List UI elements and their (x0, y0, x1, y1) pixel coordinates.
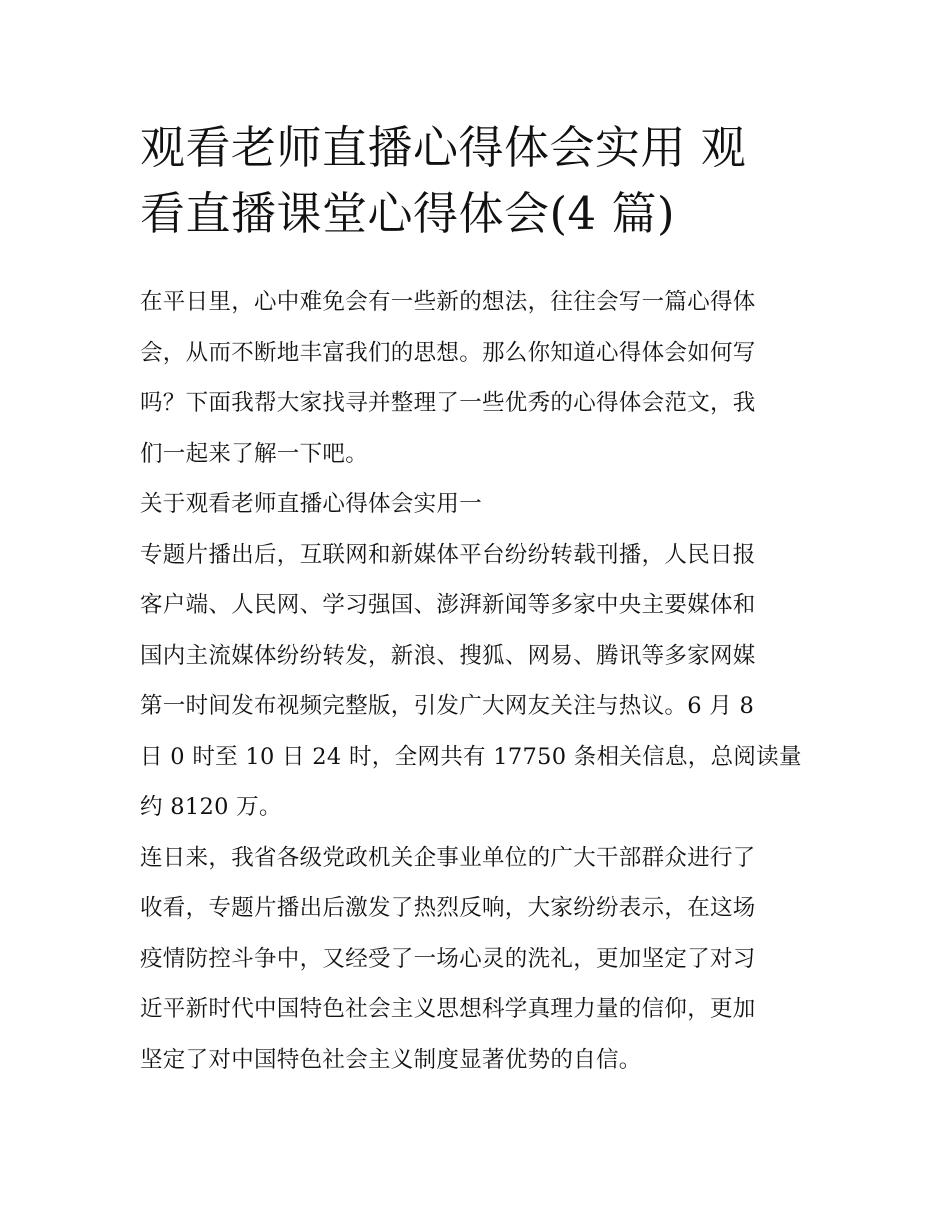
text-line: 近平新时代中国特色社会主义思想科学真理力量的信仰，更加 (140, 996, 756, 1022)
section-heading-text: 关于观看老师直播心得体会实用一 (140, 491, 483, 517)
text-line: 们一起来了解一下吧。 (140, 440, 369, 467)
text-line: 约 8120 万。 (140, 794, 282, 820)
title-line: 看直播课堂心得体会(4 篇) (140, 187, 676, 240)
text-line: 在平日里，心中难免会有一些新的想法，往往会写一篇心得体 (140, 289, 756, 315)
text-line: 日 0 时至 10 日 24 时，全网共有 17750 条相关信息，总阅读量 (140, 743, 802, 770)
text-line: 会，从而不断地丰富我们的思想。那么你知道心得体会如何写 (140, 339, 756, 366)
text-line: 专题片播出后，互联网和新媒体平台纷纷转载刊播，人民日报 (140, 541, 756, 568)
title-line: 观看老师直播心得体会实用 观 (140, 121, 747, 174)
body-paragraph-1 (140, 530, 812, 833)
body-paragraph-2 (140, 833, 812, 1086)
intro-paragraph (140, 277, 812, 479)
text-line: 国内主流媒体纷纷转发，新浪、搜狐、网易、腾讯等多家网媒 (140, 642, 756, 669)
text-line: 吗？下面我帮大家找寻并整理了一些优秀的心得体会范文，我 (140, 390, 756, 416)
text-line: 客户端、人民网、学习强国、澎湃新闻等多家中央主要媒体和 (140, 592, 756, 618)
section-heading (140, 479, 812, 530)
text-line: 收看，专题片播出后激发了热烈反响，大家纷纷表示，在这场 (140, 895, 756, 921)
text-line: 第一时间发布视频完整版，引发广大网友关注与热议。6 月 8 (140, 693, 755, 719)
document-title (140, 115, 810, 247)
text-line: 疫情防控斗争中，又经受了一场心灵的洗礼，更加坚定了对习 (140, 945, 756, 972)
document-body (140, 277, 812, 1085)
text-line: 坚定了对中国特色社会主义制度显著优势的自信。 (140, 1046, 642, 1073)
text-line: 连日来，我省各级党政机关企事业单位的广大干部群众进行了 (140, 844, 756, 871)
